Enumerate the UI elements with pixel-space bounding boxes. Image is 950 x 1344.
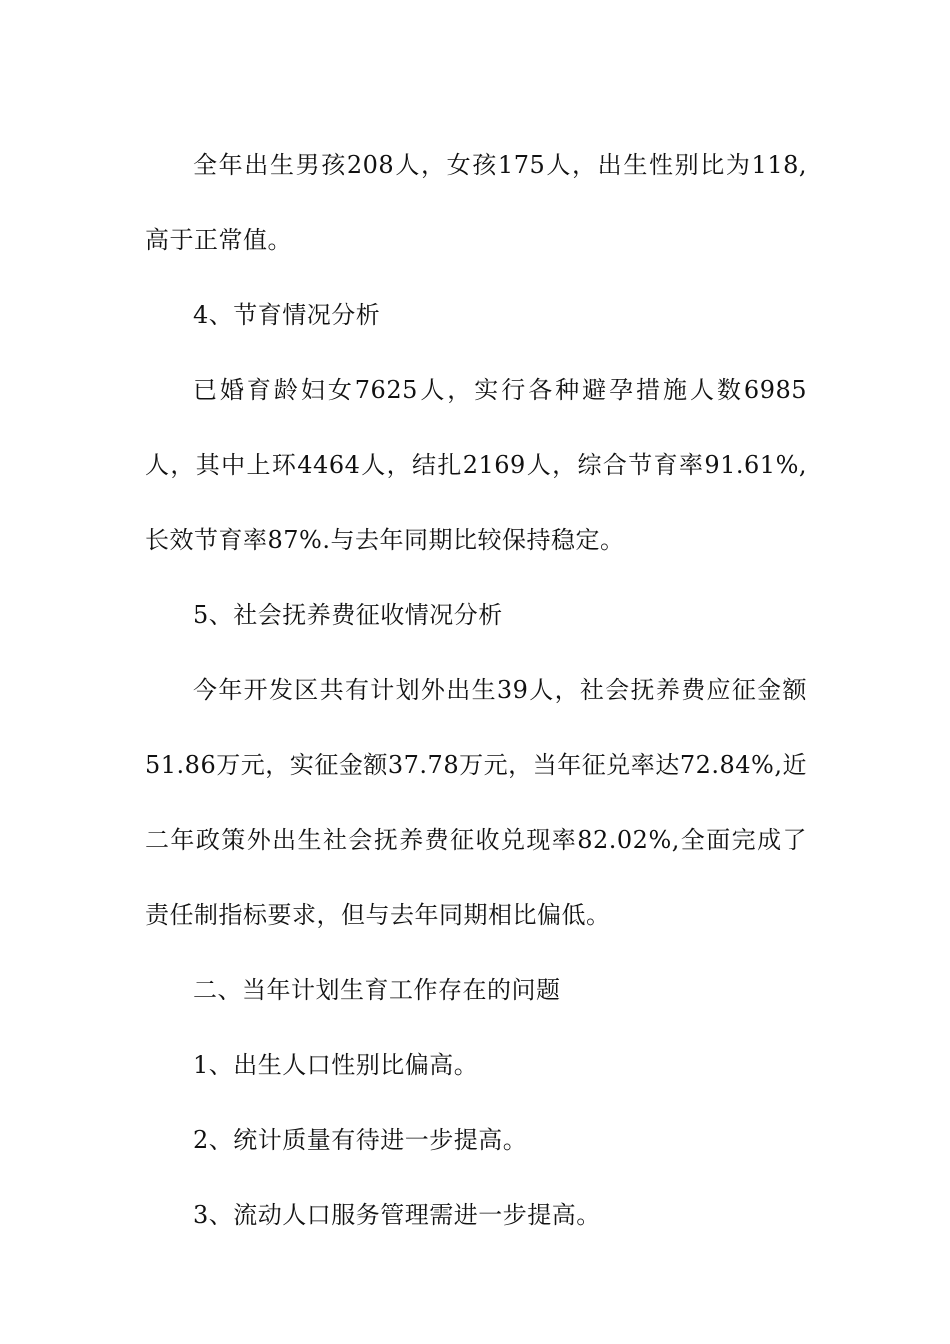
- heading-contraception-analysis: 4、节育情况分析: [193, 301, 381, 329]
- heading-problems: 二、当年计划生育工作存在的问题: [193, 976, 561, 1004]
- list-item-problem-1: 1、出生人口性别比偏高。: [193, 1051, 479, 1079]
- heading-social-fee-analysis: 5、社会抚养费征收情况分析: [193, 601, 503, 629]
- list-item-problem-2: 2、统计质量有待进一步提高。: [193, 1126, 528, 1154]
- paragraph-contraception-stats: 已婚育龄妇女7625人，实行各种避孕措施人数6985人，其中上环4464人，结扎2169人，综合节育率91.61%,长效节育率87%.与去年同期比较保持稳定。: [145, 376, 807, 554]
- list-item-problem-3: 3、流动人口服务管理需进一步提高。: [193, 1201, 601, 1229]
- paragraph-social-fee-stats: 今年开发区共有计划外出生39人，社会抚养费应征金额51.86万元，实征金额37.78万元，当年征兑率达72.84%,近二年政策外出生社会抚养费征收兑现率82.02%,全面完成了责任制指标要求，但与去年同期相比偏低。: [145, 676, 807, 929]
- document-body: [145, 128, 807, 1253]
- paragraph-sex-ratio: 全年出生男孩208人，女孩175人，出生性别比为118,高于正常值。: [145, 151, 807, 254]
